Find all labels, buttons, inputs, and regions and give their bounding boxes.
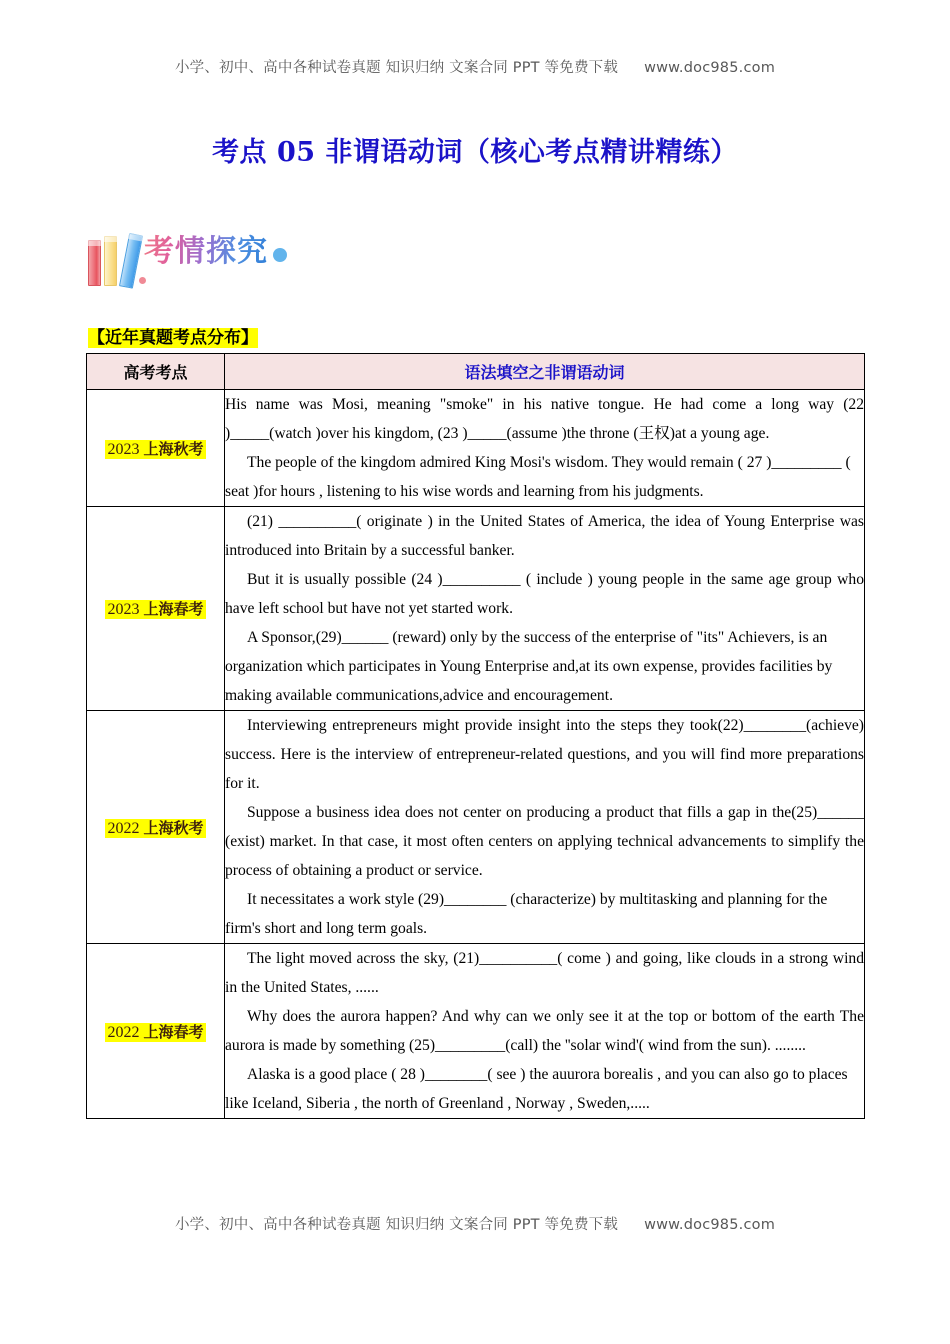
blue-dot-icon xyxy=(273,248,287,262)
footer-watermark-text: 小学、初中、高中各种试卷真题 知识归纳 文案合同 PPT 等免费下载 xyxy=(174,1217,619,1233)
pink-dot-icon xyxy=(139,277,146,284)
page-title: 考点 05 非谓语动词（核心考点精讲精练） xyxy=(212,137,738,168)
banner-label: 考情探究 xyxy=(144,226,268,270)
row-label xyxy=(105,600,205,619)
row-label-term: 上海秋考 xyxy=(143,818,204,837)
table-row xyxy=(87,711,865,944)
passage-paragraph: Suppose a business idea does not center on producing a product that fills a gap in the(25)______ (exist) market. In that case, it most often centers on applying technical advancements to simplify the process of obtaining a product or service. xyxy=(225,804,864,879)
row-label-year: 2022 xyxy=(107,1023,140,1041)
row-content-cell xyxy=(225,944,865,1119)
row-label-term: 上海春考 xyxy=(143,600,204,618)
table-header-right: 语法填空之非谓语动词 xyxy=(225,354,865,390)
footer-watermark xyxy=(0,1213,950,1234)
stacked-books-icon xyxy=(86,230,148,286)
section-heading xyxy=(88,323,258,348)
row-label-year: 2023 xyxy=(107,601,140,618)
passage-paragraph: It necessitates a work style (29)________ (characterize) by multitasking and planning for the firm's short and long term goals. xyxy=(225,891,828,937)
row-label xyxy=(105,440,205,459)
passage-paragraph: Alaska is a good place ( 28 )________( see ) the auurora borealis , and you can also go to places like Iceland, Siberia , the north of Greenland , Norway , Sweden,..... xyxy=(225,1066,848,1112)
table-header-row xyxy=(87,354,865,390)
row-content-cell xyxy=(225,711,865,944)
exam-points-table xyxy=(86,353,865,1119)
passage-paragraph: Interviewing entrepreneurs might provide insight into the steps they took(22)________(achieve) success. Here is the interview of entrepreneur-related questions, and you will find more preparations for it. xyxy=(225,717,864,792)
row-content-cell xyxy=(225,507,865,711)
table-row xyxy=(87,390,865,507)
passage-paragraph: Why does the aurora happen? And why can we only see it at the top or bottom of the earth The aurora is made by something (25)_________(call) the ''solar wind'( wind from the sun). ........ xyxy=(225,1008,864,1054)
passage-paragraph: The people of the kingdom admired King Mosi's wisdom. They would remain ( 27 )_________ ( seat )for hours , listening to his wise words and learning from his judgments. xyxy=(225,454,851,500)
exam-points-table-wrapper xyxy=(86,353,864,1119)
row-content-cell xyxy=(225,390,865,507)
header-watermark xyxy=(0,56,950,77)
book-red xyxy=(88,240,101,286)
table-row xyxy=(87,944,865,1119)
row-label-term: 上海秋考 xyxy=(143,439,204,458)
section-heading-text: 【近年真题考点分布】 xyxy=(88,328,258,348)
footer-watermark-url: www.doc985.com xyxy=(644,1217,776,1233)
passage-paragraph: The light moved across the sky, (21)__________( come ) and going, like clouds in a strong wind in the United States, ...... xyxy=(225,950,864,996)
row-label-year: 2023 xyxy=(107,440,140,458)
row-label xyxy=(105,1023,205,1042)
row-label-cell xyxy=(87,711,225,944)
book-yellow xyxy=(104,236,117,286)
exam-research-banner xyxy=(86,222,296,294)
row-label-cell xyxy=(87,390,225,507)
passage-paragraph: His name was Mosi, meaning "smoke" in his native tongue. He had come a long way (22 )_____(watch )over his kingdom, (23 )_____(assume )the throne (王权)at a young age. xyxy=(225,396,864,442)
passage-paragraph: (21) __________( originate ) in the United States of America, the idea of Young Enterprise was introduced into Britain by a successful banker. xyxy=(225,513,864,559)
passage-paragraph: A Sponsor,(29)______ (reward) only by the success of the enterprise of "its" Achievers, is an organization which participates in Young Enterprise and,at its own expense, provides facilities by making available communications,advice and encouragement. xyxy=(225,629,833,704)
row-label-term: 上海春考 xyxy=(143,1022,204,1041)
row-label xyxy=(105,819,205,838)
header-watermark-url: www.doc985.com xyxy=(644,60,776,76)
header-watermark-text: 小学、初中、高中各种试卷真题 知识归纳 文案合同 PPT 等免费下载 xyxy=(174,60,619,76)
row-label-cell xyxy=(87,944,225,1119)
row-label-year: 2022 xyxy=(107,819,140,837)
row-label-cell xyxy=(87,507,225,711)
passage-paragraph: But it is usually possible (24 )__________ ( include ) young people in the same age group who have left school but have not yet started work. xyxy=(225,571,864,617)
table-row xyxy=(87,507,865,711)
table-header-left: 高考考点 xyxy=(87,354,225,390)
